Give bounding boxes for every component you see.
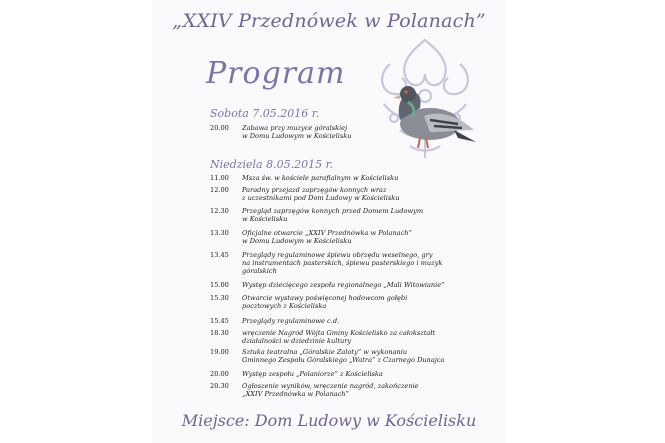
schedule-time: 15.30	[210, 294, 229, 302]
schedule-description	[242, 370, 490, 378]
schedule-time: 19.00	[210, 348, 229, 356]
schedule-description	[242, 251, 490, 276]
venue-footer: Miejsce: Dom Ludowy w Kościelisku	[181, 411, 477, 430]
schedule-line: „XXIV Przednówka w Polanach”	[242, 390, 349, 399]
schedule-description	[242, 348, 490, 364]
schedule-description	[242, 124, 490, 140]
schedule-line: Otwarcie wystawy poświęconej hodowcom gołębi	[242, 294, 408, 302]
schedule-description	[242, 207, 490, 223]
schedule-line: Przeglądy regulaminowe c.d.	[242, 317, 340, 325]
schedule-time: 13.45	[210, 251, 229, 259]
schedule-line: Przegląd zaprzęgów konnych przed Domem Ludowym	[242, 207, 424, 215]
schedule-time: 12.00	[210, 186, 229, 194]
schedule-line: Występ zespołu „Polaniorze” z Kościeliska	[242, 370, 383, 378]
schedule-time: 15.45	[210, 317, 229, 325]
schedule-line: Gminnego Zespołu Góralskiego „Watra” z Czarnego Dunajca	[242, 356, 445, 365]
schedule-description	[242, 174, 490, 182]
pigeon-illustration-icon	[378, 80, 478, 152]
program-heading: Program	[206, 56, 346, 91]
schedule-description	[242, 281, 490, 289]
schedule-line: Przeglądy regulaminowe śpiewu obrzędu weselnego, gry	[242, 251, 433, 259]
schedule-time: 18.30	[210, 329, 229, 337]
schedule-line: Msza św. w kościele parafialnym w Kościelisku	[242, 174, 399, 182]
schedule-line: góralskich	[242, 267, 277, 276]
schedule-line: Sztuka teatralna „Góralskie Zaloty” w wykonaniu	[242, 348, 408, 356]
schedule-line: Ogłoszenie wyników, wręczenie nagród, zakończenie	[242, 382, 419, 390]
schedule-time: 20.00	[210, 370, 229, 378]
schedule-line: Występ dziecięcego zespołu regionalnego „Mali Witowianie”	[242, 281, 445, 289]
schedule-description	[242, 294, 490, 310]
schedule-time: 12.30	[210, 207, 229, 215]
schedule-line: Paradny przejazd zaprzęgów konnych wraz	[242, 186, 387, 194]
event-title: „XXIV Przednówek w Polanach”	[172, 10, 486, 32]
schedule-time: 15.00	[210, 281, 229, 289]
schedule-time: 11.00	[210, 174, 229, 182]
schedule-line: na instrumentach pasterskich, śpiewu pasterskiego i muzyk	[242, 259, 443, 268]
schedule-description	[242, 317, 490, 325]
schedule-line: w Domu Ludowym w Kościelisku	[242, 237, 352, 246]
schedule-time: 20.30	[210, 382, 229, 390]
schedule-line: w Domu Ludowym w Kościelisku	[242, 132, 352, 141]
schedule-description	[242, 329, 490, 345]
schedule-line: wręczenie Nagród Wójta Gminy Kościelisko za całokształt	[242, 329, 436, 337]
schedule-line: pocztowych z Kościeliska	[242, 302, 327, 311]
day-heading-sunday: Niedziela 8.05.2015 r.	[210, 158, 334, 171]
poster	[152, 0, 506, 443]
schedule-description	[242, 229, 490, 245]
schedule-line: działalności w dziedzinie kultury	[242, 337, 352, 346]
schedule-line: Zabawa przy muzyce góralskiej	[242, 124, 348, 132]
schedule-time: 13.30	[210, 229, 229, 237]
schedule-line: z uczestnikami pod Dom Ludowy w Kościelisku	[242, 194, 400, 203]
schedule-description	[242, 382, 490, 398]
schedule-description	[242, 186, 490, 202]
schedule-line: w Kościelisku	[242, 215, 288, 224]
schedule-time: 20.00	[210, 124, 229, 132]
day-heading-saturday: Sobota 7.05.2016 r.	[210, 107, 320, 120]
schedule-line: Oficjalne otwarcie „XXIV Przednówka w Polanach”	[242, 229, 412, 237]
